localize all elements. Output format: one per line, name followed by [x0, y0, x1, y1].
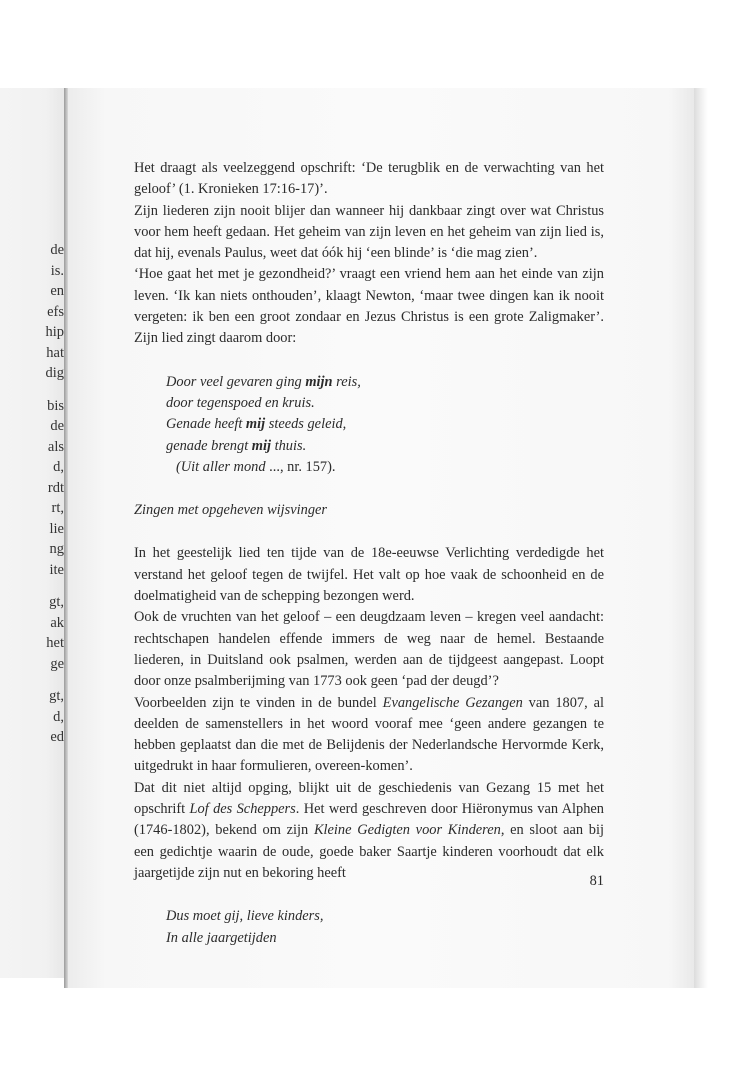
paragraph: Ook de vruchten van het geloof – een deugdzaam leven – kregen veel aandacht: rechtschapen handelen effende immers de weg naar de hemel. Bestaande liederen, in Duitsland ook psalmen, werden aan de tijdgeest aangepast. Loopt door onze psalmberijming van 1773 ook geen ‘pad der deugd’?	[134, 609, 604, 690]
paragraph: ‘Hoe gaat het met je gezondheid?’ vraagt een vriend hem aan het einde van zijn leven. ‘Ik kan niets onthouden’, klaagt Newton, ‘maar twee dingen kan ik nooit vergeten: ik ben een groot zondaar en Jezus Christus is een grote Zaligmaker’. Zijn lied zingt daarom door:	[134, 266, 604, 347]
verse-line: genade brengt mij thuis.	[166, 437, 307, 454]
verse-quote	[166, 372, 604, 478]
fragment: hip	[45, 324, 64, 340]
fragment: lie	[49, 520, 64, 537]
verse-reference: (Uit aller mond ..., nr. 157).	[176, 458, 336, 475]
fragment: ite	[49, 561, 64, 578]
fragment: het	[46, 635, 64, 651]
page-edge	[694, 88, 708, 988]
fragment: hat	[46, 344, 64, 361]
section-heading: Zingen met opgeheven wijsvinger	[134, 502, 328, 519]
facing-page-text-fragments	[0, 240, 64, 748]
fragment: bis	[47, 397, 64, 414]
verse-line: Dus moet gij, lieve kinders,	[166, 908, 324, 925]
fragment: gt,	[49, 594, 64, 610]
verse-line: In alle jaargetijden	[166, 929, 277, 946]
fragment: ak	[50, 614, 64, 631]
fragment: de	[50, 418, 64, 434]
fragment: als	[47, 438, 64, 455]
paragraph: Het draagt als veelzeggend opschrift: ‘De terugblik en de verwachting van het geloof’ (1. Kronieken 17:16-17)’.	[134, 160, 604, 198]
fragment: ge	[50, 655, 64, 672]
paragraph: Zijn liederen zijn nooit blijer dan wanneer hij dankbaar zingt over wat Christus voor hem heeft gedaan. Het geheim van zijn leven en het geheim van zijn lied is, dat hij, evenals Paulus, weet dat óók hij ‘een blinde’ is ‘die mag zien’.	[134, 202, 604, 262]
verse-line: Genade heeft mij steeds geleid,	[166, 416, 347, 433]
verse-line: Door veel gevaren ging mijn reis,	[166, 373, 361, 390]
paragraph: Dat dit niet altijd opging, blijkt uit de geschiedenis van Gezang 15 met het opschrift Lof des Scheppers. Het werd geschreven door Hiëronymus van Alphen (1746-1802), bekend om zijn Kleine Gedigten voor Kinderen, en sloot aan bij een gedichtje waarin de oude, goede baker Saartje kinderen voorhoudt dat elk jaargetijde zijn nut en bekoring heeft	[134, 779, 605, 881]
verse-quote	[166, 906, 604, 949]
page-number: 81	[589, 873, 604, 889]
paragraph: In het geestelijk lied ten tijde van de 18e-eeuwse Verlichting verdedigde het verstand het geloof tegen de twijfel. Het valt op hoe vaak de schoonheid en de doelmatigheid van de schepping bezongen werd.	[134, 545, 604, 605]
fragment: ng	[49, 541, 64, 557]
fragment: d,	[53, 708, 64, 725]
fragment: rt,	[51, 500, 64, 516]
fragment: de	[50, 242, 64, 258]
fragment: is.	[50, 262, 64, 279]
fragment: ed	[50, 729, 64, 745]
page-body	[134, 158, 604, 949]
fragment: rdt	[47, 479, 64, 496]
fragment: en	[50, 283, 64, 299]
paragraph: Voorbeelden zijn te vinden in de bundel Evangelische Gezangen van 1807, al deelden de samenstellers in het woord vooraf mee ‘geen andere gezangen te hebben geplaatst dan die met de Belijdenis der Nederlandsche Hervormde Kerk, uitgedrukt in haar formulieren, overeen-komen’.	[134, 694, 604, 775]
fragment: d,	[53, 459, 64, 475]
fragment: dig	[45, 365, 64, 381]
fragment: gt,	[49, 688, 64, 704]
fragment: efs	[47, 303, 64, 320]
verse-line: door tegenspoed en kruis.	[166, 394, 315, 411]
